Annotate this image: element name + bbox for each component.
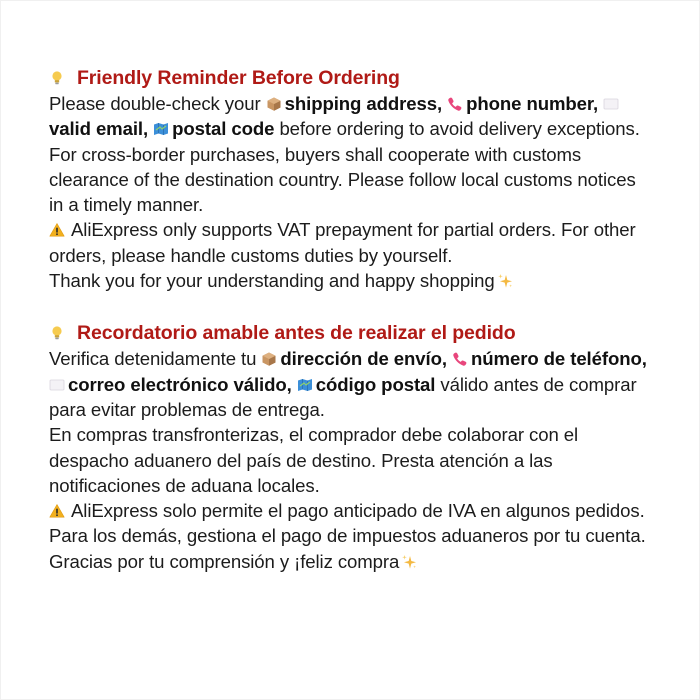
envelope-icon: [603, 96, 619, 112]
text-segment: Thank you for your understanding and happy shopping: [49, 270, 495, 292]
sparkles-icon: [497, 273, 513, 289]
shipping-address-label: dirección de envío,: [280, 348, 447, 370]
text-segment: AliExpress solo permite el pago anticipado de IVA en algunos pedidos. Para los demás, gestiona el pago de impuestos aduaneros por tu cuenta.: [49, 500, 646, 547]
text-segment: AliExpress only supports VAT prepayment for partial orders. For other orders, please handle customs duties by yourself.: [49, 219, 636, 266]
text-segment: Please double-check your: [49, 93, 266, 114]
map-icon: [153, 121, 169, 137]
postal-code-label: código postal: [315, 373, 436, 395]
phone-number-label: número de teléfono,: [471, 348, 647, 370]
section-english: [49, 65, 649, 293]
heading-spanish: [49, 320, 649, 346]
map-icon: [297, 377, 313, 393]
text-segment: before ordering to avoid delivery exceptions.: [274, 118, 640, 140]
text-segment: válido antes de comprar para evitar problemas de entrega.: [49, 373, 637, 420]
text-segment: Gracias por tu comprensión y ¡feliz compra: [49, 550, 400, 572]
postal-code-label: postal code: [172, 118, 275, 140]
lightbulb-icon: [49, 325, 65, 341]
phone-icon: [447, 96, 463, 112]
section-spanish: [49, 320, 649, 574]
valid-email-label: correo electrónico válido,: [68, 373, 292, 395]
paragraph-customs: En compras transfronterizas, el comprador debe colaborar con el despacho aduanero del país de destino. Presta atención a las notificaciones de aduana locales.: [49, 424, 579, 496]
heading-english-text: Friendly Reminder Before Ordering: [77, 67, 400, 89]
warning-icon: [49, 503, 65, 519]
valid-email-label: valid email,: [49, 118, 149, 140]
paragraph-thanks: [49, 268, 649, 293]
phone-icon: [452, 351, 468, 367]
heading-english: [49, 65, 649, 91]
paragraph-thanks: [49, 549, 649, 574]
paragraph-vat: [49, 217, 649, 268]
sparkles-icon: [401, 554, 417, 570]
lightbulb-icon: [49, 70, 65, 86]
warning-icon: [49, 222, 65, 238]
text-segment: Verifica detenidamente tu: [49, 348, 262, 370]
phone-number-label: phone number,: [466, 93, 599, 114]
package-icon: [261, 351, 277, 367]
paragraph-check-details: [49, 91, 649, 142]
paragraph-vat: [49, 498, 649, 549]
paragraph-check-details: [49, 346, 649, 422]
heading-spanish-text: Recordatorio amable antes de realizar el pedido: [77, 322, 516, 345]
paragraph-customs: For cross-border purchases, buyers shall cooperate with customs clearance of the destination country. Please follow local customs notices in a timely manner.: [49, 143, 636, 216]
package-icon: [266, 96, 282, 112]
shipping-address-label: shipping address,: [284, 93, 443, 114]
envelope-icon: [49, 377, 65, 393]
reminder-content: [49, 65, 649, 574]
